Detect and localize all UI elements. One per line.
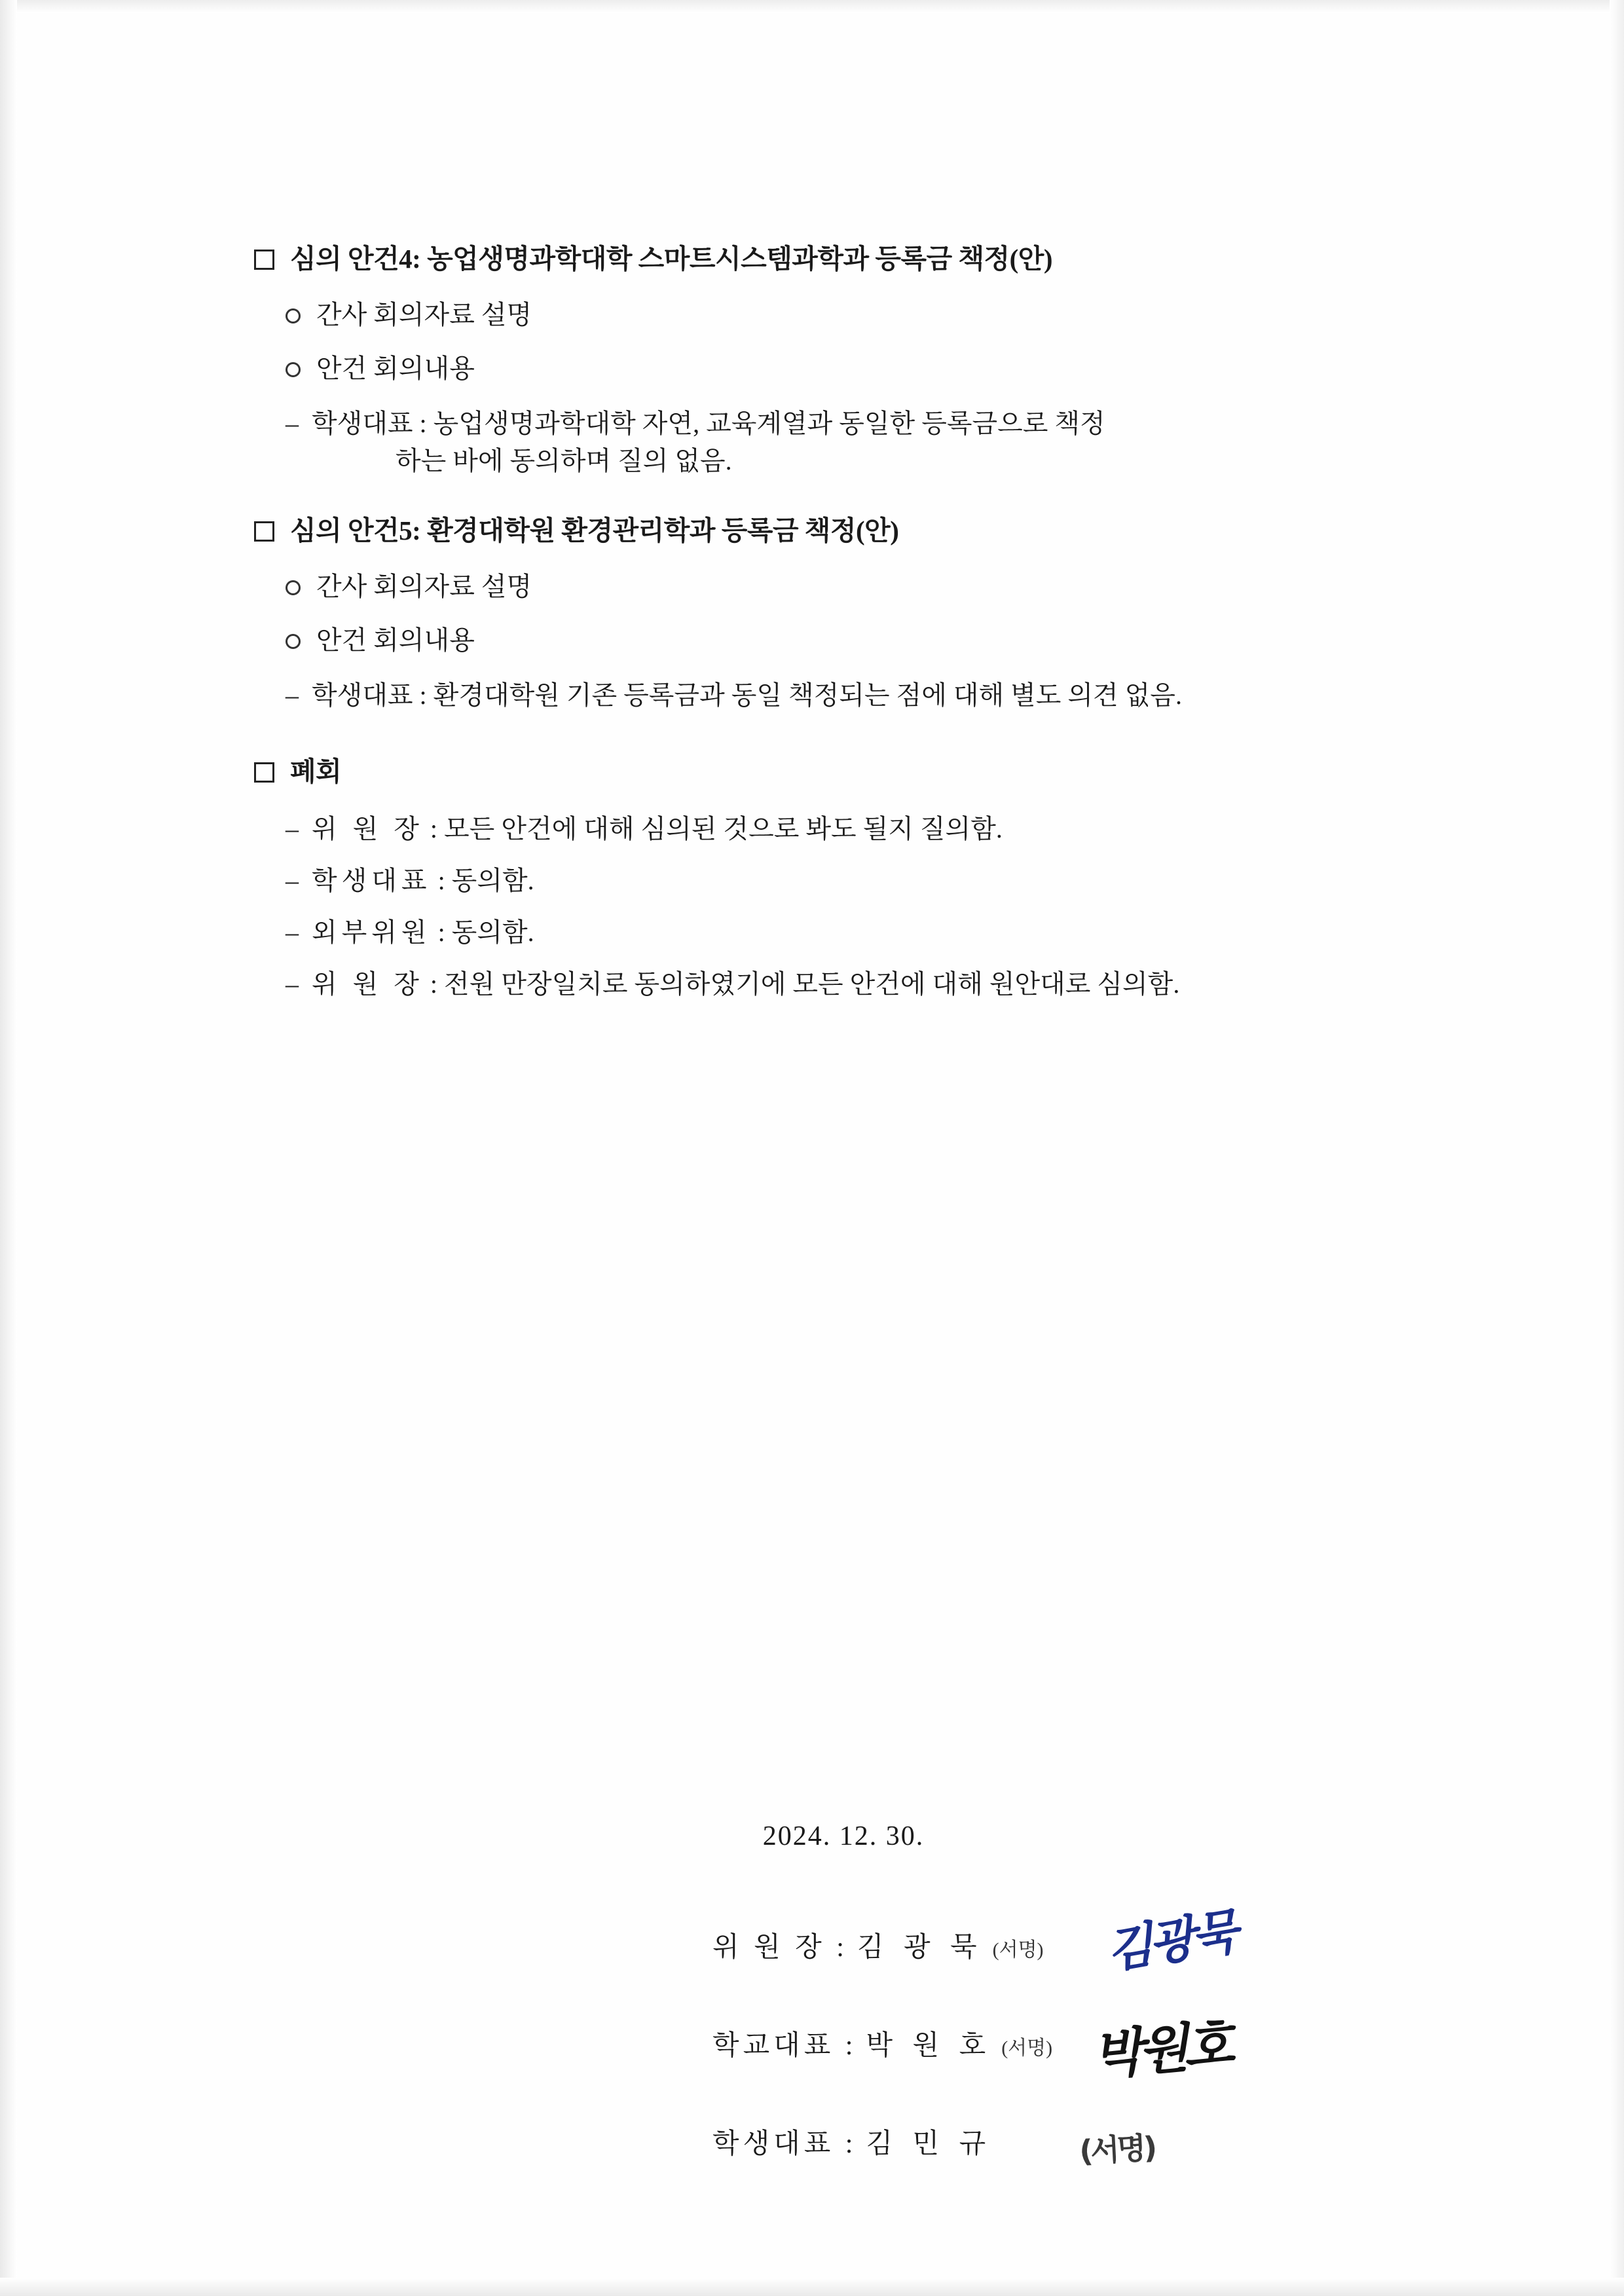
list-item-continuation: 하는 바에 동의하며 질의 없음. <box>396 446 732 476</box>
list-item <box>286 966 1433 1003</box>
list-item-text <box>312 862 1433 900</box>
list-item <box>286 405 1433 480</box>
speaker-statement: : 동의함. <box>431 865 534 895</box>
list-item <box>286 623 1433 657</box>
signature-name: 박 원 호 <box>866 2031 993 2061</box>
checkbox-marker-icon <box>254 250 274 270</box>
signature-name: 김 광 묵 <box>857 1933 984 1963</box>
dash-bullet-icon: – <box>286 865 299 895</box>
document-body <box>254 242 1433 2169</box>
closing-heading <box>254 755 1433 788</box>
list-item-text <box>312 811 1433 848</box>
speaker-role: 위 원 장 <box>312 814 424 844</box>
signature-paren: (서명) <box>992 1939 1044 1961</box>
signature-paren: (서명) <box>1001 2037 1053 2059</box>
agenda-section-4 <box>254 242 1433 480</box>
list-item <box>286 811 1433 848</box>
agenda-section-5 <box>254 514 1433 714</box>
agenda-heading <box>254 242 1433 276</box>
circle-bullet-icon <box>286 634 301 649</box>
closing-heading-text: 폐회 <box>290 756 342 787</box>
speaker-role: 외부위원 <box>312 917 432 947</box>
scan-edge-right <box>1610 0 1624 2296</box>
closing-section <box>254 755 1433 1003</box>
list-item-text <box>312 966 1433 1003</box>
list-item-text <box>312 914 1433 952</box>
list-item-text: 간사 회의자료 설명 <box>316 300 532 330</box>
speaker-role: 학생대표 <box>312 865 432 895</box>
speaker-statement: : 동의함. <box>431 917 534 947</box>
handwritten-signature: 박원호 <box>1090 2014 1232 2086</box>
document-date: 2024. 12. 30. <box>762 1821 925 1851</box>
speaker-role: 위 원 장 <box>312 969 424 999</box>
list-item <box>286 862 1433 900</box>
circle-bullet-icon <box>286 580 301 595</box>
checkbox-marker-icon <box>254 521 274 542</box>
scan-edge-bottom <box>0 2278 1624 2296</box>
list-item-text: 안건 회의내용 <box>316 625 475 656</box>
signature-block <box>712 1904 1433 2220</box>
signature-row <box>712 1904 1433 2024</box>
dash-bullet-icon: – <box>286 680 299 711</box>
circle-bullet-icon <box>286 308 301 324</box>
signature-row <box>712 2122 1433 2220</box>
list-item-line: 학생대표 : 농업생명과학대학 자연, 교육계열과 동일한 등록금으로 책정 <box>312 409 1105 439</box>
scan-edge-left <box>0 0 17 2296</box>
list-item <box>286 677 1433 714</box>
handwritten-signature: (서명) <box>1078 2130 1156 2169</box>
speaker-statement: : 전원 만장일치로 동의하였기에 모든 안건에 대해 원안대로 심의함. <box>423 969 1180 999</box>
dash-bullet-icon: – <box>286 409 299 439</box>
checkbox-marker-icon <box>254 762 274 783</box>
dash-bullet-icon: – <box>286 969 299 999</box>
agenda-heading <box>254 514 1433 547</box>
list-item <box>286 352 1433 386</box>
scan-edge-top <box>0 0 1624 13</box>
list-item-text: 학생대표 : 환경대학원 기존 등록금과 동일 책정되는 점에 대해 별도 의견 없음. <box>312 680 1182 711</box>
dash-bullet-icon: – <box>286 814 299 844</box>
speaker-statement: : 모든 안건에 대해 심의된 것으로 봐도 될지 질의함. <box>423 814 1003 844</box>
list-item-text <box>312 405 1433 480</box>
circle-bullet-icon <box>286 362 301 377</box>
signature-label: 학교대표 : <box>712 2031 857 2061</box>
dash-bullet-icon: – <box>286 917 299 947</box>
signature-label: 위 원 장 : <box>712 1933 848 1963</box>
handwritten-signature: 김광묵 <box>1102 1904 1238 1980</box>
list-item <box>286 914 1433 952</box>
list-item <box>286 298 1433 332</box>
list-item <box>286 570 1433 604</box>
signature-row <box>712 2014 1433 2122</box>
signature-label: 학생대표 : <box>712 2129 857 2159</box>
agenda-heading-text: 심의 안건5: 환경대학원 환경관리학과 등록금 책정(안) <box>290 515 899 546</box>
signature-name: 김 민 규 <box>866 2129 993 2159</box>
agenda-heading-text: 심의 안건4: 농업생명과학대학 스마트시스템과학과 등록금 책정(안) <box>290 244 1053 274</box>
list-item-text: 안건 회의내용 <box>316 354 475 384</box>
list-item-text: 간사 회의자료 설명 <box>316 572 532 602</box>
